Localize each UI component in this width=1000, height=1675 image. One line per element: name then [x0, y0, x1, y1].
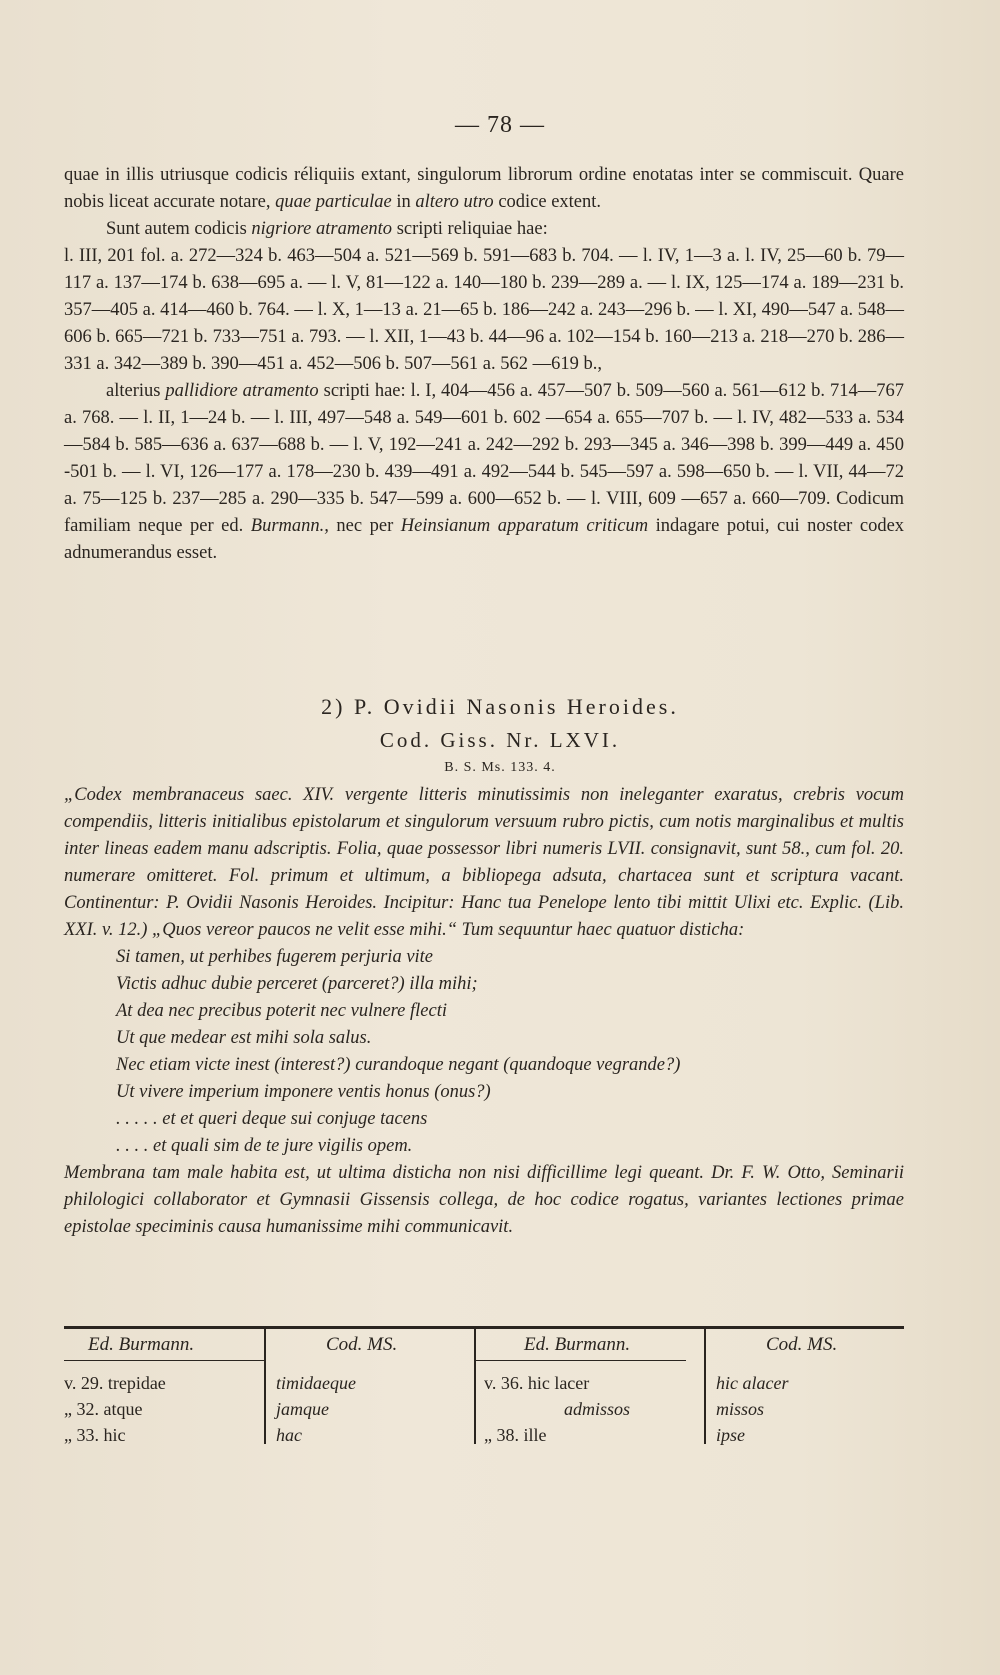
para1-italic-2: altero utro [415, 192, 494, 212]
ms-reading: missos [716, 1399, 765, 1419]
paragraph-1 [64, 162, 904, 216]
ed-reading: admissos [564, 1399, 631, 1419]
table-row [64, 1370, 166, 1396]
table-row [564, 1396, 630, 1422]
table-row [716, 1370, 788, 1396]
table-row [716, 1396, 764, 1422]
section-title: 2) P. Ovidii Nasonis Heroides. [321, 694, 679, 719]
table-header-ed-2: Ed. Burmann. [524, 1334, 631, 1355]
para3-text-d: indagare potui, cui noster codex adnumerandus esset. [64, 516, 905, 563]
verse-line: Ut vivere imperium imponere ventis honus (onus?) [116, 1082, 491, 1102]
table-row [64, 1396, 142, 1422]
ed-reading: „ 38. ille [484, 1425, 547, 1445]
section-subtitle: Cod. Giss. Nr. LXVI. [379, 728, 621, 752]
table-row [276, 1422, 302, 1448]
table-top-rule [64, 1326, 904, 1329]
para1-text-b: in [396, 192, 411, 212]
para1-text: quae in illis utriusque codicis réliquiis extant, singulorum librorum ordine enotatas inter se commiscuit. Quare nobis liceat accurate notare, [64, 165, 904, 212]
table-header-ms-1: Cod. MS. [326, 1334, 398, 1355]
closing-text: Membrana tam male habita est, ut ultima disticha non nisi difficillime legi queant. Dr. F. W. Otto, Seminarii philologici collaborator et Gymnasii Gissensis collega, de hoc codice rogatus, variantes lectiones primae epistolae speciminis causa humanissime mihi communicavit. [64, 1163, 904, 1237]
para3-italic-2: Burmann., [250, 516, 329, 536]
para1-text-c: codice extent. [498, 192, 602, 212]
verse-line: . . . . et quali sim de te jure vigilis opem. [116, 1136, 413, 1156]
para3-text-b: scripti hae: l. I, 404—456 a. 457—507 b. 509—560 a. 561—612 b. 714—767 a. 768. — l. II, 1—24 b. — l. III, 497—548 a. 549—601 b. 602 —654 a. 655—707 b. — l. IV, 482—533 a. 534—584 b. 585—636 a. 637—688 b. — l. V, 192—241 a. 242—292 b. 293—345 a. 346—398 b. 399—449 a. 450 -501 b. — l. VI, 126—177 a. 178—230 b. 439—491 a. 492—544 b. 545—597 a. 598—650 b. — l. VII, 44—72 a. 75—125 b. 237—285 a. 290—335 b. 547—599 a. 600—652 b. — l. VIII, 609 —657 a. 660—709. Codicum familiam neque per ed. [64, 381, 905, 536]
table-row [276, 1370, 356, 1396]
header-rule [64, 1360, 264, 1361]
verse-line: At dea nec precibus poterit nec vulnere flecti [116, 1001, 447, 1021]
ms-reading: jamque [276, 1399, 329, 1419]
ms-reading: hic alacer [716, 1373, 789, 1393]
page-number: — 78 — [455, 112, 545, 138]
para2-text-b: scripti reliquiae hae: [396, 219, 548, 239]
para3-italic-3: Heinsianum apparatum criticum [400, 516, 649, 536]
ed-reading: v. 36. hic lacer [484, 1373, 590, 1393]
section-reference: B. S. Ms. 133. 4. [444, 760, 556, 775]
ed-reading: „ 32. atque [64, 1399, 143, 1419]
ms-reading: ipse [716, 1425, 745, 1445]
table-row [484, 1422, 546, 1448]
ed-reading: „ 33. hic [64, 1425, 126, 1445]
table-row [484, 1370, 589, 1396]
para3-text-c: nec per [336, 516, 394, 536]
header-rule [476, 1360, 686, 1361]
verse-line: Ut que medear est mihi sola salus. [116, 1028, 372, 1048]
column-divider [264, 1326, 266, 1444]
variants-table [64, 1326, 904, 1446]
para2-text: Sunt autem codicis [106, 219, 247, 239]
para1-italic: quae particulae [275, 192, 392, 212]
table-row [64, 1422, 125, 1448]
para3-text: alterius [106, 381, 161, 401]
paragraph-2-list: l. III, 201 fol. a. 272—324 b. 463—504 a. 521—569 b. 591—683 b. 704. — l. IV, 1—3 a. l. IV, 25—60 b. 79—117 a. 137—174 b. 638—695 a. — l. V, 81—122 a. 140—180 b. 239—289 a. — l. IX, 125—174 a. 189—231 b. 357—405 a. 414—460 b. 764. — l. X, 1—13 a. 21—65 b. 186—242 a. 243—296 b. — l. XI, 490—547 a. 548—606 b. 665—721 b. 733—751 a. 793. — l. XII, 1—43 b. 44—96 a. 102—154 b. 160—213 a. 218—270 b. 286—331 a. 342—389 b. 390—451 a. 452—506 b. 507—561 a. 562 —619 b., [64, 246, 904, 374]
paragraph-3 [64, 378, 904, 567]
column-divider [474, 1326, 476, 1444]
ms-reading: timidaeque [276, 1373, 356, 1393]
table-row [716, 1422, 745, 1448]
paragraph-2 [64, 216, 904, 243]
table-header-ed-1: Ed. Burmann. [88, 1334, 195, 1355]
para2-italic: nigriore atramento [251, 219, 393, 239]
para3-italic: pallidiore atramento [165, 381, 319, 401]
ed-reading: v. 29. trepidae [64, 1373, 166, 1393]
verse-line: Si tamen, ut perhibes fugerem perjuria vite [116, 947, 434, 967]
table-row [276, 1396, 329, 1422]
verse-line: Nec etiam victe inest (interest?) curandoque negant (quandoque vegrande?) [116, 1055, 681, 1075]
verse-line: . . . . . et et queri deque sui conjuge tacens [116, 1109, 428, 1129]
ms-reading: hac [276, 1425, 302, 1445]
table-header-ms-2: Cod. MS. [766, 1334, 838, 1355]
verse-line: Victis adhuc dubie perceret (parceret?) illa mihi; [116, 974, 478, 994]
column-divider [704, 1326, 706, 1444]
description-text: „Codex membranaceus saec. XIV. vergente litteris minutissimis non ineleganter exaratus, crebris vocum compendiis, litteris initialibus epistolarum et singulorum versuum rubro pictis, cum notis marginalibus et multis inter lineas eadem manu adscriptis. Folia, quae possessor libri numeris LVII. consignavit, sunt 58., cum fol. 20. numerare omitteret. Fol. primum et ultimum, a bibliopega adsuta, chartacea sunt et scriptura vacant. Continentur: P. Ovidii Nasonis Heroides. Incipitur: Hanc tua Penelope lento tibi mittit Ulixi etc. Explic. (Lib. XXI. v. 12.) „Quos vereor paucos ne velit esse mihi.“ Tum sequuntur haec quatuor disticha: [64, 785, 904, 940]
body-text [64, 162, 904, 567]
codex-description [64, 782, 904, 1241]
